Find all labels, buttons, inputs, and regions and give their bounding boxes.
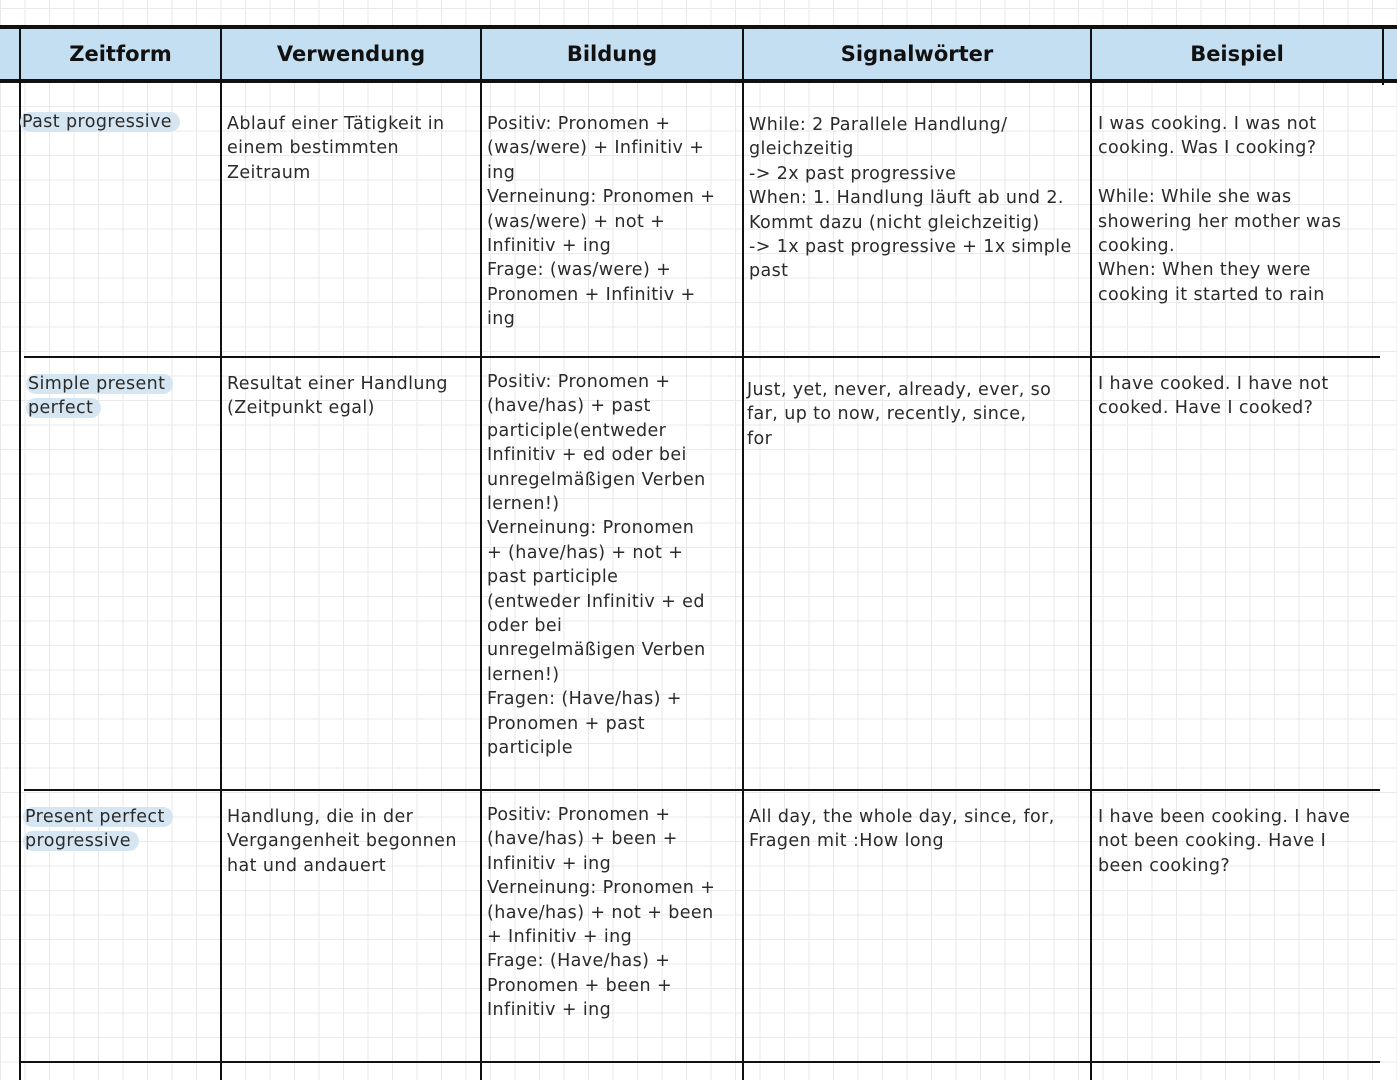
header-verwendung: Verwendung — [276, 42, 426, 66]
tense-name: Past progressive — [20, 112, 180, 132]
column-divider — [19, 25, 21, 1080]
row-1-bildung: Positiv: Pronomen + (was/were) + Infinitiv + ing Verneinung: Pronomen + (was/were) + not + Infinitiv + ing Frage: (was/were) + Pronomen + Infinitiv + ing — [487, 114, 716, 330]
row-divider — [20, 1061, 1380, 1063]
row-divider — [24, 356, 1380, 358]
column-divider — [742, 25, 744, 1080]
row-2-verwendung: Resultat einer Handlung (Zeitpunkt egal) — [227, 374, 448, 419]
tense-name: Present perfect progressive — [23, 807, 173, 851]
row-2-beispiel: I have cooked. I have not cooked. Have I cooked? — [1098, 374, 1329, 419]
row-3-signalwoerter: All day, the whole day, since, for, Fragen mit :How long — [749, 807, 1055, 852]
row-3-verwendung: Handlung, die in der Vergangenheit begonnen hat und andauert — [227, 807, 457, 876]
row-3-bildung: Positiv: Pronomen + (have/has) + been + Infinitiv + ing Verneinung: Pronomen + (have/has) + not + been + Infinitiv + ing Frage: (Have/has) + Pronomen + been + Infinitiv + ing — [487, 805, 716, 1021]
column-divider — [1382, 25, 1384, 85]
column-divider — [220, 25, 222, 1080]
row-divider — [24, 789, 1380, 791]
row-1-zeitform — [20, 110, 180, 134]
column-divider — [480, 25, 482, 1080]
row-3-beispiel: I have been cooking. I have not been cooking. Have I been cooking? — [1098, 807, 1351, 876]
header-zeitform: Zeitform — [69, 42, 172, 66]
row-1-signalwoerter: While: 2 Parallele Handlung/ gleichzeitig -> 2x past progressive When: 1. Handlung läuft ab und 2. Kommt dazu (nicht gleichzeitig) -> 1x past progressive + 1x simple past — [749, 115, 1072, 282]
row-3-zeitform — [23, 805, 173, 854]
row-1-beispiel: I was cooking. I was not cooking. Was I cooking? While: While she was showering her mother was cooking. When: When they were cooking it started to rain — [1098, 114, 1342, 305]
row-2-zeitform — [26, 372, 173, 421]
header-signalwoerter: Signalwörter — [840, 42, 994, 66]
tense-name: Simple present perfect — [26, 374, 173, 418]
row-2-signalwoerter: Just, yet, never, already, ever, so far, up to now, recently, since, for — [747, 380, 1052, 449]
header-beispiel: Beispiel — [1190, 42, 1284, 66]
column-divider — [1090, 25, 1092, 1080]
row-2-bildung: Positiv: Pronomen + (have/has) + past participle(entweder Infinitiv + ed oder bei unregelmäßigen Verben lernen!) Verneinung: Pronomen + (have/has) + not + past participle (entweder Infinitiv + ed oder bei unregelmäßigen Verben lernen!) Fragen: (Have/has) + Pronomen + past participle — [487, 372, 706, 759]
row-1-verwendung: Ablauf einer Tätigkeit in einem bestimmten Zeitraum — [227, 114, 445, 183]
header-bildung: Bildung — [566, 42, 658, 66]
